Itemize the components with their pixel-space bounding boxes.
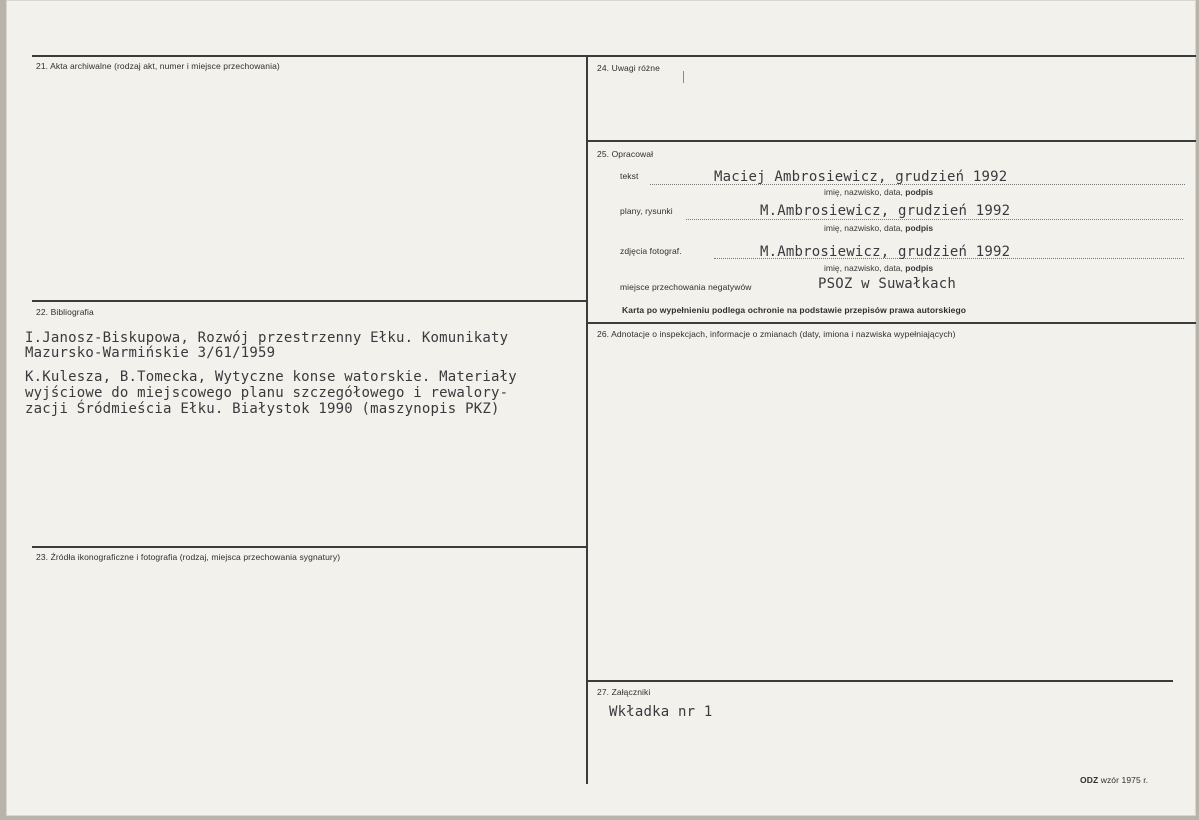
rule-21-22	[32, 300, 587, 302]
bibliography-entry-1-line-2: Mazursko-Warmińskie 3/61/1959	[25, 345, 276, 361]
rule-22-23	[32, 546, 587, 548]
rule-25-26	[588, 322, 1196, 324]
section-22-label: 22. Bibliografia	[36, 307, 94, 317]
rule-24-25	[588, 140, 1196, 142]
bibliography-entry-1-line-1: I.Janosz-Biskupowa, Rozwój przestrzenny Ełku. Komunikaty	[25, 330, 509, 346]
author-text-value: Maciej Ambrosiewicz, grudzień 1992	[714, 169, 1008, 185]
dotted-line-drawings	[686, 219, 1183, 220]
caption-drawings: imię, nazwisko, data, podpis	[824, 223, 934, 233]
section-27-label: 27. Załączniki	[597, 687, 651, 697]
top-rule	[32, 55, 1196, 57]
section-23-label: 23. Źródła ikonograficzne i fotografia (rodzaj, miejsca przechowania sygnatury)	[36, 552, 341, 562]
caption-text: imię, nazwisko, data, podpis	[824, 187, 934, 197]
rule-26-27	[588, 680, 1173, 682]
author-drawings-value: M.Ambrosiewicz, grudzień 1992	[760, 203, 1011, 219]
pencil-mark	[683, 71, 684, 83]
inventory-card	[6, 0, 1196, 816]
form-footer: ODZ wzór 1975 r.	[1080, 775, 1149, 785]
author-photos-value: M.Ambrosiewicz, grudzień 1992	[760, 244, 1011, 260]
field-label-drawings: plany, rysunki	[620, 206, 673, 216]
caption-photos: imię, nazwisko, data, podpis	[824, 263, 934, 273]
attachments-value: Wkładka nr 1	[609, 704, 713, 720]
copyright-note: Karta po wypełnieniu podlega ochronie na podstawie przepisów prawa autorskiego	[622, 305, 967, 315]
field-label-photos: zdjęcia fotograf.	[620, 246, 682, 256]
section-24-label: 24. Uwagi różne	[597, 63, 660, 73]
field-label-text: tekst	[620, 171, 639, 181]
section-25-label: 25. Opracował	[597, 149, 654, 159]
section-21-label: 21. Akta archiwalne (rodzaj akt, numer i miejsce przechowania)	[36, 61, 280, 71]
negatives-storage-label: miejsce przechowania negatywów	[620, 282, 752, 292]
section-26-label: 26. Adnotacje o inspekcjach, informacje o zmianach (daty, imiona i nazwiska wypełniających)	[597, 329, 956, 339]
center-divider	[586, 56, 588, 784]
bibliography-entry-2-line-2: wyjściowe do miejscowego planu szczegółowego i rewalory-	[25, 385, 509, 401]
negatives-storage-value: PSOZ w Suwałkach	[818, 276, 957, 292]
bibliography-entry-2-line-1: K.Kulesza, B.Tomecka, Wytyczne konse watorskie. Materiały	[25, 369, 517, 385]
bibliography-entry-2-line-3: zacji Śródmieścia Ełku. Białystok 1990 (maszynopis PKZ)	[25, 401, 500, 417]
